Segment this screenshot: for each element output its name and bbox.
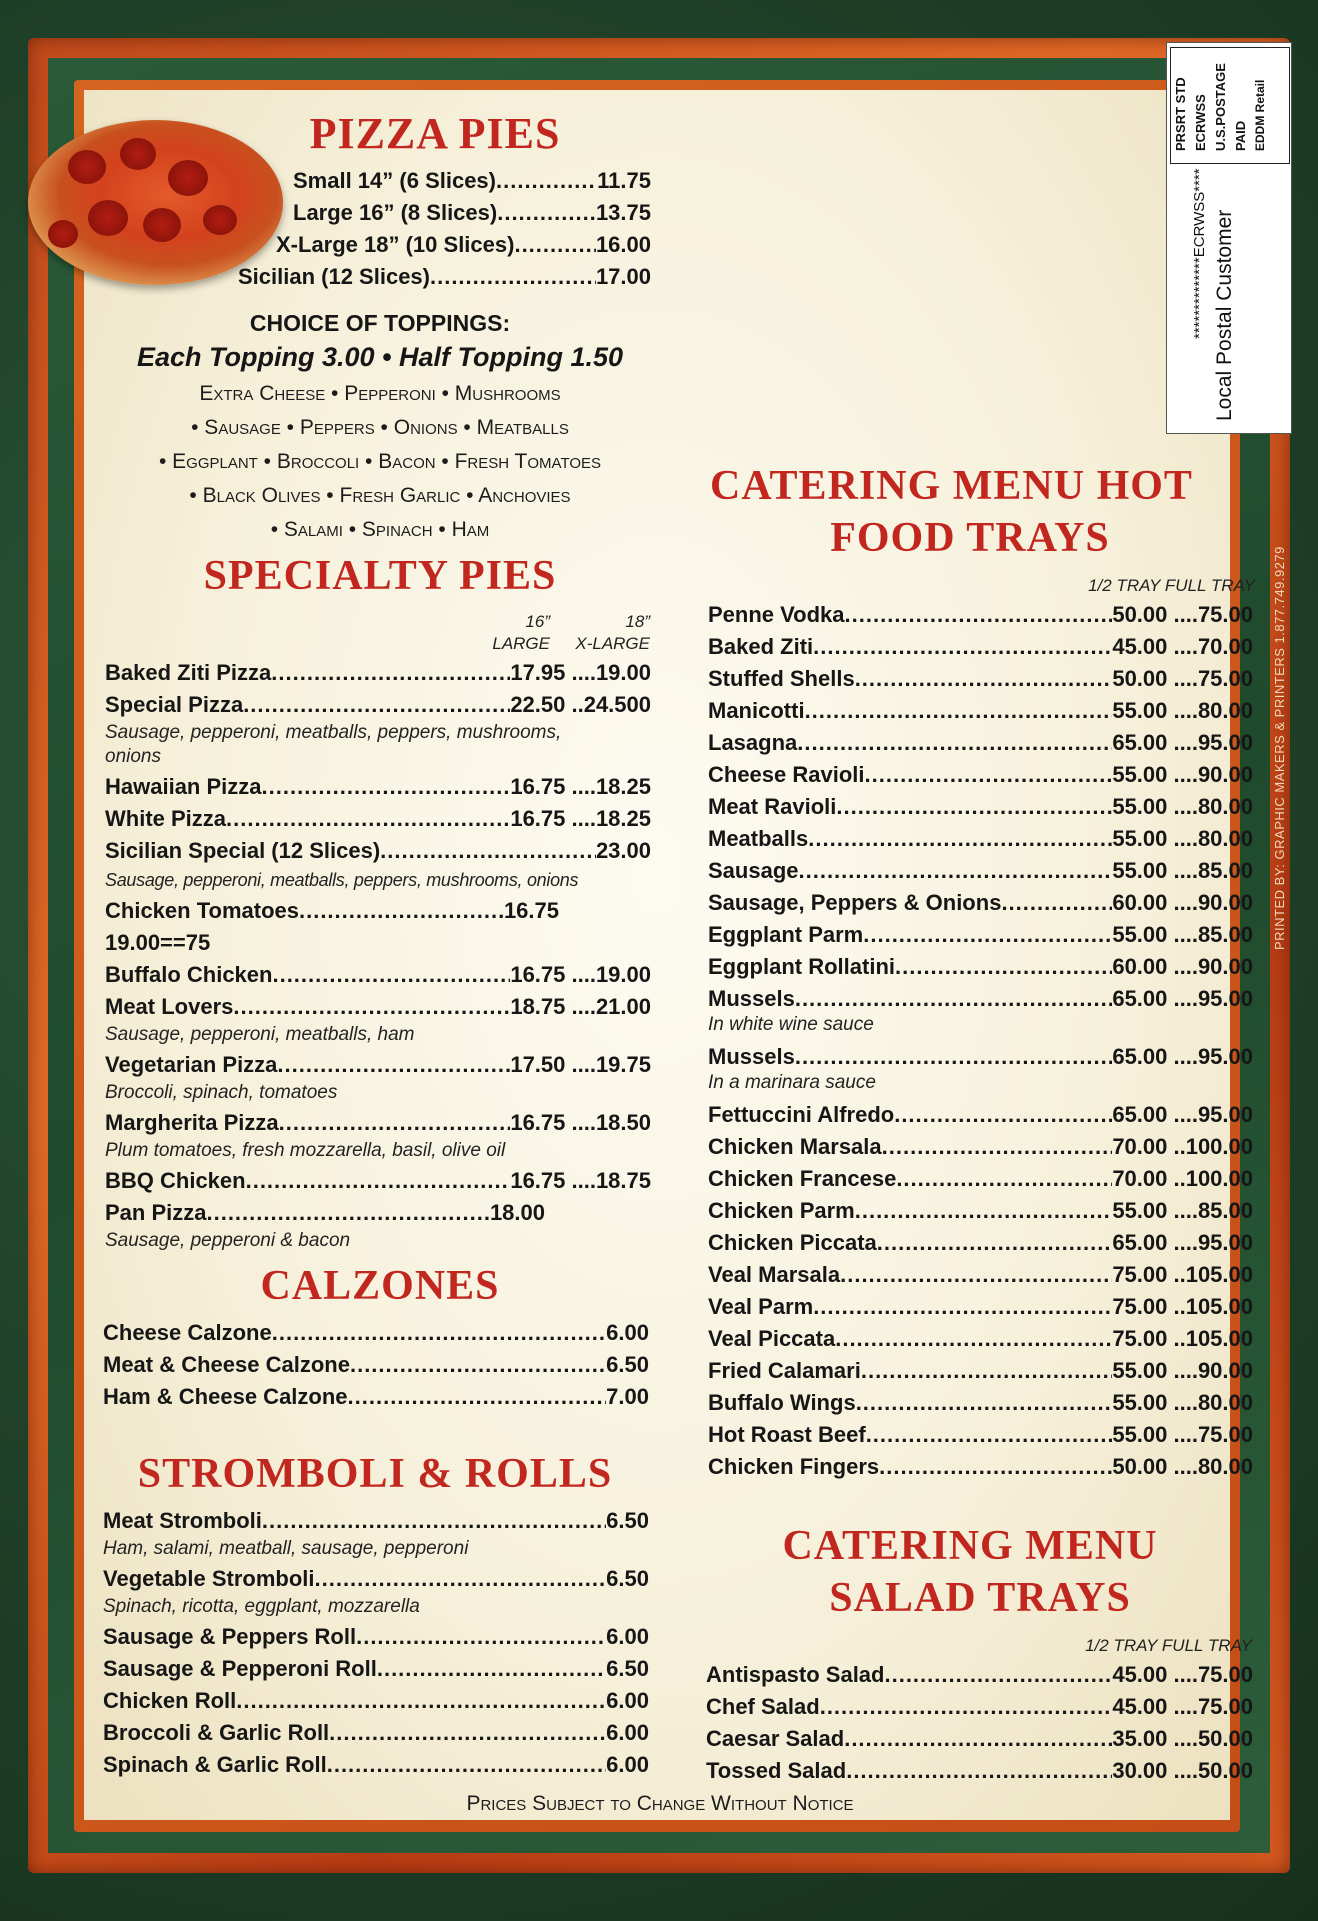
tray-item: [708, 1230, 1253, 1256]
printed-by: PRINTED BY: GRAPHIC MAKERS & PRINTERS 1.877.749.9279: [1272, 546, 1287, 950]
item-price: 22.50 ..24.500: [510, 692, 651, 717]
col-label-xlarge: X-LARGE: [575, 634, 650, 653]
item-price: 16.00: [595, 232, 651, 257]
pepperoni-slice: [68, 150, 106, 184]
item-price: 6.50: [606, 1656, 649, 1681]
item-price: 17.00: [595, 264, 651, 289]
item-name: White Pizza: [105, 806, 227, 831]
item-price: 65.00 ....95.00: [1112, 1230, 1253, 1255]
item-description: Sausage, pepperoni, meatballs, peppers, mushrooms, onions: [105, 870, 579, 890]
item-name: Sicilian Special (12 Slices): [105, 838, 381, 863]
toppings-list-line: • Sausage • Peppers • Onions • Meatballs: [191, 416, 569, 439]
item-name: Sausage & Pepperoni Roll: [103, 1656, 377, 1681]
tray-item: [708, 826, 1253, 852]
col-size-xlarge: 18”: [625, 612, 650, 631]
item-name: Penne Vodka: [708, 602, 845, 627]
item-name: Veal Marsala: [708, 1262, 841, 1287]
tray-item: [708, 666, 1253, 692]
tray-item: [708, 762, 1253, 788]
item-price: 6.50: [606, 1352, 649, 1377]
tray-item: [708, 698, 1253, 724]
item-price: 30.00 ....50.00: [1112, 1758, 1253, 1783]
item-name: Sausage & Peppers Roll: [103, 1624, 357, 1649]
item-name: Chicken Parm: [708, 1198, 855, 1223]
specialty-item: [105, 1200, 545, 1226]
item-name: Chicken Piccata: [708, 1230, 877, 1255]
stromboli-item: [103, 1508, 649, 1534]
item-price: 45.00 ....75.00: [1112, 1694, 1253, 1719]
item-name: Meatballs: [708, 826, 809, 851]
item-price: 65.00 ....95.00: [1112, 986, 1253, 1011]
item-price: 45.00 ....70.00: [1112, 634, 1253, 659]
item-name: Spinach & Garlic Roll: [103, 1752, 327, 1777]
item-price: 55.00 ....90.00: [1112, 762, 1253, 787]
postage-stamp-box: [1170, 47, 1290, 164]
tray-item: [708, 922, 1253, 948]
menu-item: [276, 232, 651, 258]
item-price: 55.00 ....85.00: [1112, 858, 1253, 883]
item-name: Veal Piccata: [708, 1326, 836, 1351]
col-label-large: LARGE: [492, 634, 550, 653]
pepperoni-slice: [48, 220, 78, 248]
footer-note: Prices Subject to Change Without Notice: [466, 1792, 854, 1815]
item-name: BBQ Chicken: [105, 1168, 246, 1193]
ecrwss-line: **************ECRWSS****: [1191, 168, 1208, 339]
item-price: 60.00 ....90.00: [1112, 890, 1253, 915]
salad-trays-title-line1: CATERING MENU: [782, 1523, 1158, 1569]
specialty-pies-title: SPECIALTY PIES: [203, 553, 557, 599]
item-price: 50.00 ....80.00: [1112, 1454, 1253, 1479]
item-description: Sausage, pepperoni, meatballs, ham: [105, 1024, 415, 1045]
item-price: 16.75 ....18.25: [510, 774, 651, 799]
item-name: Eggplant Parm: [708, 922, 864, 947]
calzone-item: [103, 1320, 649, 1346]
item-description: onions: [105, 746, 161, 767]
tray-item: [708, 1102, 1253, 1128]
item-name: Fettuccini Alfredo: [708, 1102, 895, 1127]
item-price: 6.00: [606, 1720, 649, 1745]
specialty-item: [105, 1168, 651, 1194]
item-description: Broccoli, spinach, tomatoes: [105, 1082, 338, 1103]
item-price: 55.00 ....80.00: [1112, 826, 1253, 851]
item-price: 16.75 ....18.75: [510, 1168, 651, 1193]
item-price: 23.00: [595, 838, 651, 863]
item-price: 65.00 ....95.00: [1112, 730, 1253, 755]
specialty-item: [105, 692, 651, 718]
item-name: Broccoli & Garlic Roll: [103, 1720, 330, 1745]
item-name: Stuffed Shells: [708, 666, 855, 691]
item-name: Small 14” (6 Slices): [293, 168, 496, 193]
stromboli-item: [103, 1752, 649, 1778]
pepperoni-slice: [203, 205, 237, 235]
item-price: 17.95 ....19.00: [510, 660, 651, 685]
tray-item: [708, 1294, 1253, 1320]
item-name: Chicken Tomatoes: [105, 898, 299, 923]
tray-item: [708, 634, 1253, 660]
item-name: Veal Parm: [708, 1294, 814, 1319]
postage-line: EDDM Retail: [1253, 79, 1267, 151]
item-name: Cheese Calzone: [103, 1320, 272, 1345]
calzone-item: [103, 1384, 649, 1410]
pizza-pies-title: PIZZA PIES: [309, 109, 561, 158]
item-price: 50.00 ....75.00: [1112, 666, 1253, 691]
tray-item: [706, 1758, 1253, 1784]
item-name: Caesar Salad: [706, 1726, 845, 1751]
item-price: 16.75: [503, 898, 559, 923]
item-price: 55.00 ....80.00: [1112, 794, 1253, 819]
specialty-item: [105, 806, 651, 832]
item-name: Large 16” (8 Slices): [293, 200, 498, 225]
stromboli-item: [103, 1688, 649, 1714]
item-price: 45.00 ....75.00: [1112, 1662, 1253, 1687]
tray-item: [708, 1454, 1253, 1480]
tray-item: [708, 986, 1253, 1012]
item-price: 6.00: [606, 1688, 649, 1713]
tray-item: [706, 1726, 1253, 1752]
hot-trays-title-line2: FOOD TRAYS: [830, 515, 1110, 561]
specialty-item: [105, 660, 651, 686]
item-name: Eggplant Rollatini: [708, 954, 895, 979]
tray-item: [708, 1134, 1253, 1160]
specialty-item: [105, 1110, 651, 1136]
item-price: 50.00 ....75.00: [1112, 602, 1253, 627]
item-name: Hot Roast Beef: [708, 1422, 866, 1447]
item-name: Margherita Pizza: [105, 1110, 279, 1135]
item-price: 65.00 ....95.00: [1112, 1102, 1253, 1127]
item-price: 11.75: [597, 168, 651, 193]
item-price: 16.75 ....19.00: [510, 962, 651, 987]
tray-item: [706, 1662, 1253, 1688]
item-name: Mussels: [708, 986, 795, 1011]
hot-trays-col-header: 1/2 TRAY FULL TRAY: [1088, 576, 1255, 595]
item-name: Vegetarian Pizza: [105, 1052, 278, 1077]
item-name: Antispasto Salad: [706, 1662, 885, 1687]
stromboli-title: STROMBOLI & ROLLS: [137, 1451, 613, 1497]
item-price: 55.00 ....80.00: [1112, 1390, 1253, 1415]
item-description: Plum tomatoes, fresh mozzarella, basil, olive oil: [105, 1140, 506, 1161]
stromboli-item: [103, 1624, 649, 1650]
stromboli-item: [103, 1566, 649, 1592]
item-name: Chicken Roll: [103, 1688, 237, 1713]
item-name: Sicilian (12 Slices): [238, 264, 430, 289]
item-price: 6.00: [606, 1624, 649, 1649]
stromboli-item: [103, 1656, 649, 1682]
tray-item: [708, 1390, 1253, 1416]
item-name: Baked Ziti Pizza: [105, 660, 272, 685]
menu-item: [293, 200, 651, 226]
item-price: 6.50: [606, 1508, 649, 1533]
tray-item: [708, 1262, 1253, 1288]
item-price: 6.50: [606, 1566, 649, 1591]
item-name: Cheese Ravioli: [708, 762, 865, 787]
item-name: Chef Salad: [706, 1694, 820, 1719]
toppings-list-line: • Black Olives • Fresh Garlic • Anchovies: [189, 484, 571, 507]
tray-item: [708, 730, 1253, 756]
item-price: 75.00 ..105.00: [1112, 1294, 1253, 1319]
toppings-pricing: Each Topping 3.00 • Half Topping 1.50: [136, 342, 623, 372]
item-price: 17.50 ....19.75: [510, 1052, 651, 1077]
item-name: Tossed Salad: [706, 1758, 847, 1783]
toppings-list-line: • Salami • Spinach • Ham: [270, 518, 490, 541]
item-price: 55.00 ....75.00: [1112, 1422, 1253, 1447]
menu-item: [238, 264, 651, 290]
item-description: Sausage, pepperoni, meatballs, peppers, mushrooms,: [105, 722, 562, 743]
item-name: Mussels: [708, 1044, 795, 1069]
item-description: Sausage, pepperoni & bacon: [105, 1230, 351, 1251]
toppings-title: CHOICE OF TOPPINGS:: [249, 310, 511, 336]
item-price: 75.00 ..105.00: [1112, 1262, 1253, 1287]
item-description: Ham, salami, meatball, sausage, pepperoni: [103, 1538, 469, 1559]
item-name: Buffalo Wings: [708, 1390, 856, 1415]
item-name: Meat Lovers: [105, 994, 234, 1019]
item-name: Sausage: [708, 858, 799, 883]
menu-item: [293, 168, 651, 194]
tray-item: [708, 602, 1253, 628]
item-name: Special Pizza: [105, 692, 244, 717]
item-name: Baked Ziti: [708, 634, 814, 659]
tray-item: [708, 1358, 1253, 1384]
specialty-item: [105, 994, 651, 1020]
item-name: Chicken Marsala: [708, 1134, 882, 1159]
postage-line: PAID: [1233, 120, 1248, 151]
item-name: Fried Calamari: [708, 1358, 861, 1383]
item-name: Meat & Cheese Calzone: [103, 1352, 350, 1377]
tray-item: [708, 858, 1253, 884]
item-price: 55.00 ....85.00: [1112, 922, 1253, 947]
calzone-item: [103, 1352, 649, 1378]
salad-trays-title-line2: SALAD TRAYS: [829, 1575, 1131, 1621]
pepperoni-slice: [143, 208, 181, 242]
specialty-item: [105, 774, 651, 800]
postage-line: ECRWSS: [1193, 94, 1208, 151]
salad-trays-col-header: 1/2 TRAY FULL TRAY: [1085, 1636, 1252, 1655]
pepperoni-slice: [88, 200, 128, 236]
item-description: Spinach, ricotta, eggplant, mozzarella: [103, 1596, 420, 1617]
item-extra-price: 19.00==75: [105, 930, 211, 955]
toppings-list-line: • Eggplant • Broccoli • Bacon • Fresh Tomatoes: [158, 450, 602, 473]
tray-item: [708, 890, 1253, 916]
item-price: 70.00 ..100.00: [1112, 1166, 1253, 1191]
postal-customer: Local Postal Customer: [1213, 209, 1236, 421]
item-price: 55.00 ....85.00: [1112, 1198, 1253, 1223]
tray-item: [708, 794, 1253, 820]
tray-item: [708, 1166, 1253, 1192]
item-price: 55.00 ....90.00: [1112, 1358, 1253, 1383]
item-price: 6.00: [606, 1320, 649, 1345]
item-description: In a marinara sauce: [708, 1072, 876, 1093]
item-price: 16.75 ....18.25: [510, 806, 651, 831]
col-size-large: 16”: [525, 612, 550, 631]
pepperoni-slice: [120, 138, 156, 170]
item-price: 16.75 ....18.50: [510, 1110, 651, 1135]
item-name: Meat Ravioli: [708, 794, 837, 819]
item-price: 18.75 ....21.00: [510, 994, 651, 1019]
item-name: Hawaiian Pizza: [105, 774, 262, 799]
specialty-item: [105, 1052, 651, 1078]
item-name: Chicken Fingers: [708, 1454, 880, 1479]
specialty-item: [105, 962, 651, 988]
item-price: 18.00: [489, 1200, 545, 1225]
tray-item: [708, 1198, 1253, 1224]
item-price: 7.00: [606, 1384, 649, 1409]
item-name: Pan Pizza: [105, 1200, 207, 1225]
item-price: 65.00 ....95.00: [1112, 1044, 1253, 1069]
item-name: Ham & Cheese Calzone: [103, 1384, 348, 1409]
hot-trays-title-line1: CATERING MENU HOT: [710, 463, 1193, 509]
postage-line: PRSRT STD: [1173, 77, 1188, 151]
item-name: Manicotti: [708, 698, 805, 723]
tray-item: [708, 1326, 1253, 1352]
tray-item: [708, 1044, 1253, 1070]
item-name: Sausage, Peppers & Onions: [708, 890, 1002, 915]
item-price: 60.00 ....90.00: [1112, 954, 1253, 979]
pizza-image: [28, 120, 283, 285]
tray-item: [708, 954, 1253, 980]
item-name: Vegetable Stromboli: [103, 1566, 315, 1591]
item-price: 35.00 ....50.00: [1112, 1726, 1253, 1751]
item-price: 70.00 ..100.00: [1112, 1134, 1253, 1159]
item-name: Buffalo Chicken: [105, 962, 273, 987]
item-price: 75.00 ..105.00: [1112, 1326, 1253, 1351]
stromboli-item: [103, 1720, 649, 1746]
item-name: X-Large 18” (10 Slices): [276, 232, 515, 257]
calzones-title: CALZONES: [260, 1263, 500, 1309]
item-price: 6.00: [606, 1752, 649, 1777]
item-description: In white wine sauce: [708, 1014, 874, 1035]
item-price: 55.00 ....80.00: [1112, 698, 1253, 723]
tray-item: [706, 1694, 1253, 1720]
item-name: Chicken Francese: [708, 1166, 897, 1191]
item-price: 13.75: [595, 200, 651, 225]
tray-item: [708, 1422, 1253, 1448]
specialty-item: [105, 898, 559, 924]
item-name: Lasagna: [708, 730, 798, 755]
specialty-item: [105, 838, 651, 864]
toppings-list-line: Extra Cheese • Pepperoni • Mushrooms: [199, 382, 561, 405]
pepperoni-slice: [168, 160, 208, 196]
item-name: Meat Stromboli: [103, 1508, 262, 1533]
postage-line: U.S.POSTAGE: [1213, 63, 1228, 151]
